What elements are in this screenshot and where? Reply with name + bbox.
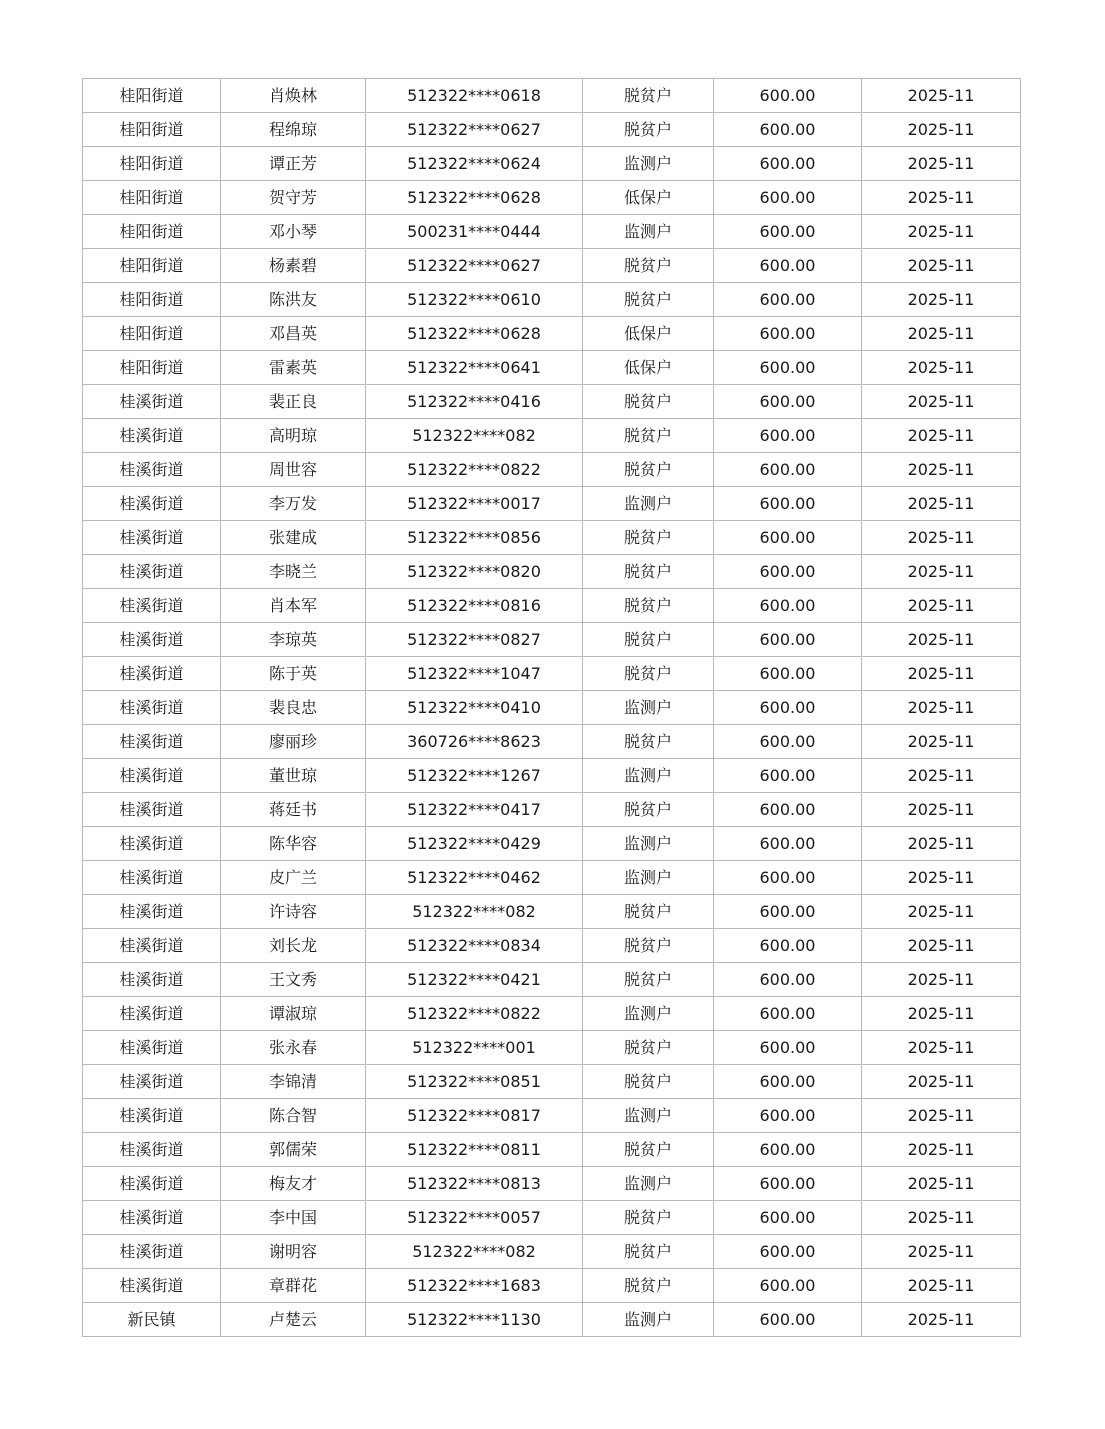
month-cell: 2025-11 (862, 147, 1021, 181)
month-cell: 2025-11 (862, 385, 1021, 419)
month-cell: 2025-11 (862, 623, 1021, 657)
id-number-cell: 512322****0827 (366, 623, 583, 657)
name-cell: 李锦清 (221, 1065, 366, 1099)
id-number-cell: 512322****0820 (366, 555, 583, 589)
name-cell: 蒋廷书 (221, 793, 366, 827)
name-cell: 卢楚云 (221, 1303, 366, 1337)
household-type-cell: 监测户 (583, 1167, 714, 1201)
name-cell: 陈合智 (221, 1099, 366, 1133)
street-cell: 桂阳街道 (83, 79, 221, 113)
household-type-cell: 脱贫户 (583, 725, 714, 759)
table-row (83, 215, 1021, 249)
name-cell: 章群花 (221, 1269, 366, 1303)
table-row (83, 963, 1021, 997)
amount-cell: 600.00 (714, 623, 862, 657)
street-cell: 桂溪街道 (83, 1235, 221, 1269)
amount-cell: 600.00 (714, 249, 862, 283)
month-cell: 2025-11 (862, 1269, 1021, 1303)
name-cell: 董世琼 (221, 759, 366, 793)
month-cell: 2025-11 (862, 487, 1021, 521)
id-number-cell: 512322****1047 (366, 657, 583, 691)
table-row (83, 793, 1021, 827)
id-number-cell: 512322****0610 (366, 283, 583, 317)
amount-cell: 600.00 (714, 1235, 862, 1269)
month-cell: 2025-11 (862, 895, 1021, 929)
name-cell: 肖本军 (221, 589, 366, 623)
name-cell: 谢明容 (221, 1235, 366, 1269)
household-type-cell: 脱贫户 (583, 1235, 714, 1269)
household-type-cell: 脱贫户 (583, 1201, 714, 1235)
name-cell: 肖焕林 (221, 79, 366, 113)
street-cell: 桂溪街道 (83, 555, 221, 589)
month-cell: 2025-11 (862, 555, 1021, 589)
name-cell: 杨素碧 (221, 249, 366, 283)
month-cell: 2025-11 (862, 793, 1021, 827)
amount-cell: 600.00 (714, 181, 862, 215)
street-cell: 桂溪街道 (83, 1065, 221, 1099)
amount-cell: 600.00 (714, 215, 862, 249)
table-row (83, 759, 1021, 793)
amount-cell: 600.00 (714, 283, 862, 317)
table-row (83, 555, 1021, 589)
street-cell: 桂溪街道 (83, 929, 221, 963)
amount-cell: 600.00 (714, 589, 862, 623)
household-type-cell: 脱贫户 (583, 657, 714, 691)
amount-cell: 600.00 (714, 1065, 862, 1099)
street-cell: 桂阳街道 (83, 215, 221, 249)
table-row (83, 1065, 1021, 1099)
household-type-cell: 监测户 (583, 759, 714, 793)
household-type-cell: 脱贫户 (583, 589, 714, 623)
id-number-cell: 512322****0641 (366, 351, 583, 385)
name-cell: 谭淑琼 (221, 997, 366, 1031)
name-cell: 皮广兰 (221, 861, 366, 895)
month-cell: 2025-11 (862, 1133, 1021, 1167)
amount-cell: 600.00 (714, 725, 862, 759)
table-row (83, 487, 1021, 521)
id-number-cell: 512322****1130 (366, 1303, 583, 1337)
street-cell: 桂阳街道 (83, 317, 221, 351)
household-type-cell: 脱贫户 (583, 1269, 714, 1303)
table-row (83, 691, 1021, 725)
table-row (83, 895, 1021, 929)
amount-cell: 600.00 (714, 1031, 862, 1065)
table-row (83, 997, 1021, 1031)
id-number-cell: 512322****0624 (366, 147, 583, 181)
name-cell: 张永春 (221, 1031, 366, 1065)
table-row (83, 419, 1021, 453)
household-type-cell: 监测户 (583, 827, 714, 861)
street-cell: 桂溪街道 (83, 997, 221, 1031)
amount-cell: 600.00 (714, 895, 862, 929)
street-cell: 桂溪街道 (83, 691, 221, 725)
name-cell: 李晓兰 (221, 555, 366, 589)
household-type-cell: 脱贫户 (583, 453, 714, 487)
id-number-cell: 512322****0017 (366, 487, 583, 521)
month-cell: 2025-11 (862, 997, 1021, 1031)
name-cell: 王文秀 (221, 963, 366, 997)
amount-cell: 600.00 (714, 419, 862, 453)
household-type-cell: 脱贫户 (583, 963, 714, 997)
table-row (83, 317, 1021, 351)
month-cell: 2025-11 (862, 657, 1021, 691)
street-cell: 桂阳街道 (83, 283, 221, 317)
street-cell: 桂溪街道 (83, 1133, 221, 1167)
street-cell: 桂溪街道 (83, 1269, 221, 1303)
table-body (83, 79, 1021, 1337)
name-cell: 雷素英 (221, 351, 366, 385)
id-number-cell: 512322****1267 (366, 759, 583, 793)
household-type-cell: 监测户 (583, 1303, 714, 1337)
beneficiary-table (82, 78, 1021, 1337)
id-number-cell: 360726****8623 (366, 725, 583, 759)
name-cell: 廖丽珍 (221, 725, 366, 759)
amount-cell: 600.00 (714, 317, 862, 351)
street-cell: 桂阳街道 (83, 351, 221, 385)
name-cell: 张建成 (221, 521, 366, 555)
name-cell: 郭儒荣 (221, 1133, 366, 1167)
table-row (83, 1235, 1021, 1269)
table-row (83, 453, 1021, 487)
month-cell: 2025-11 (862, 351, 1021, 385)
table-row (83, 1167, 1021, 1201)
street-cell: 桂溪街道 (83, 453, 221, 487)
id-number-cell: 512322****082 (366, 1235, 583, 1269)
table-row (83, 861, 1021, 895)
household-type-cell: 脱贫户 (583, 929, 714, 963)
month-cell: 2025-11 (862, 691, 1021, 725)
amount-cell: 600.00 (714, 793, 862, 827)
month-cell: 2025-11 (862, 1235, 1021, 1269)
id-number-cell: 512322****0416 (366, 385, 583, 419)
street-cell: 桂溪街道 (83, 759, 221, 793)
month-cell: 2025-11 (862, 1303, 1021, 1337)
street-cell: 桂溪街道 (83, 589, 221, 623)
amount-cell: 600.00 (714, 997, 862, 1031)
household-type-cell: 监测户 (583, 487, 714, 521)
name-cell: 刘长龙 (221, 929, 366, 963)
amount-cell: 600.00 (714, 691, 862, 725)
name-cell: 陈华容 (221, 827, 366, 861)
street-cell: 桂阳街道 (83, 249, 221, 283)
name-cell: 许诗容 (221, 895, 366, 929)
id-number-cell: 512322****0816 (366, 589, 583, 623)
household-type-cell: 监测户 (583, 691, 714, 725)
id-number-cell: 512322****0813 (366, 1167, 583, 1201)
id-number-cell: 512322****001 (366, 1031, 583, 1065)
street-cell: 桂溪街道 (83, 827, 221, 861)
name-cell: 李琼英 (221, 623, 366, 657)
table-row (83, 521, 1021, 555)
id-number-cell: 512322****0822 (366, 997, 583, 1031)
amount-cell: 600.00 (714, 79, 862, 113)
month-cell: 2025-11 (862, 589, 1021, 623)
amount-cell: 600.00 (714, 1303, 862, 1337)
amount-cell: 600.00 (714, 521, 862, 555)
month-cell: 2025-11 (862, 1031, 1021, 1065)
id-number-cell: 512322****0628 (366, 181, 583, 215)
month-cell: 2025-11 (862, 453, 1021, 487)
street-cell: 桂溪街道 (83, 1031, 221, 1065)
id-number-cell: 512322****0817 (366, 1099, 583, 1133)
amount-cell: 600.00 (714, 1201, 862, 1235)
street-cell: 新民镇 (83, 1303, 221, 1337)
amount-cell: 600.00 (714, 1269, 862, 1303)
name-cell: 陈于英 (221, 657, 366, 691)
id-number-cell: 512322****0851 (366, 1065, 583, 1099)
table-row (83, 589, 1021, 623)
table-row (83, 657, 1021, 691)
table-row (83, 283, 1021, 317)
amount-cell: 600.00 (714, 1167, 862, 1201)
street-cell: 桂溪街道 (83, 1201, 221, 1235)
id-number-cell: 512322****082 (366, 895, 583, 929)
table-row (83, 1133, 1021, 1167)
table-row (83, 147, 1021, 181)
id-number-cell: 512322****082 (366, 419, 583, 453)
id-number-cell: 512322****0856 (366, 521, 583, 555)
household-type-cell: 脱贫户 (583, 555, 714, 589)
name-cell: 陈洪友 (221, 283, 366, 317)
household-type-cell: 脱贫户 (583, 113, 714, 147)
street-cell: 桂溪街道 (83, 1167, 221, 1201)
household-type-cell: 低保户 (583, 351, 714, 385)
id-number-cell: 512322****0429 (366, 827, 583, 861)
street-cell: 桂溪街道 (83, 385, 221, 419)
amount-cell: 600.00 (714, 113, 862, 147)
month-cell: 2025-11 (862, 249, 1021, 283)
street-cell: 桂溪街道 (83, 963, 221, 997)
month-cell: 2025-11 (862, 963, 1021, 997)
amount-cell: 600.00 (714, 929, 862, 963)
street-cell: 桂溪街道 (83, 657, 221, 691)
table-row (83, 79, 1021, 113)
household-type-cell: 监测户 (583, 997, 714, 1031)
month-cell: 2025-11 (862, 283, 1021, 317)
name-cell: 邓昌英 (221, 317, 366, 351)
street-cell: 桂溪街道 (83, 521, 221, 555)
household-type-cell: 脱贫户 (583, 793, 714, 827)
amount-cell: 600.00 (714, 385, 862, 419)
household-type-cell: 脱贫户 (583, 1031, 714, 1065)
month-cell: 2025-11 (862, 181, 1021, 215)
street-cell: 桂溪街道 (83, 895, 221, 929)
table-row (83, 249, 1021, 283)
household-type-cell: 脱贫户 (583, 1133, 714, 1167)
table-row (83, 827, 1021, 861)
household-type-cell: 监测户 (583, 1099, 714, 1133)
id-number-cell: 512322****0618 (366, 79, 583, 113)
id-number-cell: 512322****0628 (366, 317, 583, 351)
id-number-cell: 512322****1683 (366, 1269, 583, 1303)
month-cell: 2025-11 (862, 1167, 1021, 1201)
table-row (83, 1269, 1021, 1303)
name-cell: 裴良忠 (221, 691, 366, 725)
month-cell: 2025-11 (862, 827, 1021, 861)
table-row (83, 725, 1021, 759)
id-number-cell: 512322****0627 (366, 249, 583, 283)
amount-cell: 600.00 (714, 351, 862, 385)
id-number-cell: 512322****0811 (366, 1133, 583, 1167)
month-cell: 2025-11 (862, 521, 1021, 555)
table-row (83, 351, 1021, 385)
month-cell: 2025-11 (862, 861, 1021, 895)
id-number-cell: 512322****0627 (366, 113, 583, 147)
household-type-cell: 脱贫户 (583, 79, 714, 113)
table-row (83, 929, 1021, 963)
household-type-cell: 低保户 (583, 317, 714, 351)
id-number-cell: 512322****0834 (366, 929, 583, 963)
id-number-cell: 512322****0057 (366, 1201, 583, 1235)
id-number-cell: 512322****0421 (366, 963, 583, 997)
table-row (83, 1303, 1021, 1337)
id-number-cell: 512322****0410 (366, 691, 583, 725)
amount-cell: 600.00 (714, 555, 862, 589)
month-cell: 2025-11 (862, 1201, 1021, 1235)
name-cell: 高明琼 (221, 419, 366, 453)
id-number-cell: 512322****0462 (366, 861, 583, 895)
month-cell: 2025-11 (862, 317, 1021, 351)
name-cell: 贺守芳 (221, 181, 366, 215)
table-row (83, 1099, 1021, 1133)
month-cell: 2025-11 (862, 215, 1021, 249)
household-type-cell: 脱贫户 (583, 623, 714, 657)
table-row (83, 385, 1021, 419)
household-type-cell: 监测户 (583, 861, 714, 895)
table-row (83, 113, 1021, 147)
month-cell: 2025-11 (862, 759, 1021, 793)
household-type-cell: 脱贫户 (583, 283, 714, 317)
table-row (83, 1201, 1021, 1235)
name-cell: 谭正芳 (221, 147, 366, 181)
amount-cell: 600.00 (714, 147, 862, 181)
amount-cell: 600.00 (714, 759, 862, 793)
street-cell: 桂阳街道 (83, 147, 221, 181)
street-cell: 桂阳街道 (83, 181, 221, 215)
name-cell: 程绵琼 (221, 113, 366, 147)
id-number-cell: 500231****0444 (366, 215, 583, 249)
month-cell: 2025-11 (862, 419, 1021, 453)
month-cell: 2025-11 (862, 113, 1021, 147)
month-cell: 2025-11 (862, 929, 1021, 963)
household-type-cell: 监测户 (583, 147, 714, 181)
household-type-cell: 低保户 (583, 181, 714, 215)
table-row (83, 181, 1021, 215)
street-cell: 桂溪街道 (83, 793, 221, 827)
month-cell: 2025-11 (862, 1099, 1021, 1133)
amount-cell: 600.00 (714, 657, 862, 691)
table-row (83, 623, 1021, 657)
household-type-cell: 脱贫户 (583, 385, 714, 419)
name-cell: 李万发 (221, 487, 366, 521)
name-cell: 周世容 (221, 453, 366, 487)
id-number-cell: 512322****0822 (366, 453, 583, 487)
street-cell: 桂溪街道 (83, 623, 221, 657)
month-cell: 2025-11 (862, 725, 1021, 759)
amount-cell: 600.00 (714, 453, 862, 487)
street-cell: 桂溪街道 (83, 487, 221, 521)
amount-cell: 600.00 (714, 1099, 862, 1133)
street-cell: 桂溪街道 (83, 861, 221, 895)
amount-cell: 600.00 (714, 861, 862, 895)
amount-cell: 600.00 (714, 1133, 862, 1167)
id-number-cell: 512322****0417 (366, 793, 583, 827)
household-type-cell: 脱贫户 (583, 895, 714, 929)
name-cell: 李中国 (221, 1201, 366, 1235)
household-type-cell: 脱贫户 (583, 419, 714, 453)
name-cell: 裴正良 (221, 385, 366, 419)
street-cell: 桂溪街道 (83, 725, 221, 759)
amount-cell: 600.00 (714, 963, 862, 997)
month-cell: 2025-11 (862, 79, 1021, 113)
name-cell: 邓小琴 (221, 215, 366, 249)
amount-cell: 600.00 (714, 827, 862, 861)
amount-cell: 600.00 (714, 487, 862, 521)
household-type-cell: 脱贫户 (583, 521, 714, 555)
month-cell: 2025-11 (862, 1065, 1021, 1099)
household-type-cell: 监测户 (583, 215, 714, 249)
street-cell: 桂溪街道 (83, 1099, 221, 1133)
name-cell: 梅友才 (221, 1167, 366, 1201)
household-type-cell: 脱贫户 (583, 1065, 714, 1099)
table-row (83, 1031, 1021, 1065)
street-cell: 桂阳街道 (83, 113, 221, 147)
street-cell: 桂溪街道 (83, 419, 221, 453)
household-type-cell: 脱贫户 (583, 249, 714, 283)
